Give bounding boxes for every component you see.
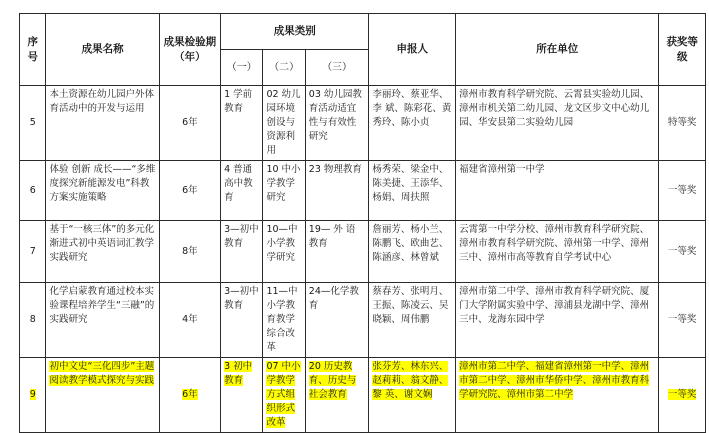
- cell-period-text: 4年: [182, 314, 198, 325]
- header-seq: 序号: [20, 14, 46, 86]
- cell-period: [159, 86, 220, 161]
- cell-unit: [456, 221, 659, 283]
- cell-cat3: [305, 283, 369, 358]
- cell-seq-text: 9: [29, 389, 36, 400]
- cell-cat3-text: 19— 外 语 教育: [308, 224, 356, 249]
- cell-award-text: 一等奖: [667, 314, 697, 325]
- cell-unit-text: 漳州市第二中学、福建省漳州第一中学、漳州市第二中学、漳州市华侨中学、漳州市教育科学研究院、漳州市第二中学: [459, 361, 650, 400]
- cell-award: [659, 358, 706, 433]
- cell-applicants: [369, 358, 456, 433]
- cell-cat3-text: 03 幼儿园教育活动适宜性与有效性研究: [308, 89, 362, 142]
- cell-unit: [456, 358, 659, 433]
- cell-period: [159, 161, 220, 221]
- header-award: 获奖等级: [659, 14, 706, 86]
- cell-cat1-text: 4 普通高中教育: [224, 164, 253, 203]
- cell-unit-text: 漳州市第二中学、漳州市教育科学研究院、厦门大学附属实验中学、漳浦县龙湖中学、漳州三中、龙海东园中学: [459, 286, 650, 325]
- cell-unit-text: 云霄第一中学分校、漳州市教育科学研究院、漳州市教育科学研究院、漳州第一中学、漳州三中、漳州市高等教育自学考试中心: [459, 224, 650, 263]
- cell-applicants: [369, 221, 456, 283]
- cell-cat1-text: 3 初中教育: [224, 361, 253, 386]
- cell-cat1: [221, 161, 263, 221]
- cell-name-text: 基于“一核三体”的多元化渐进式初中英语词汇教学实践研究: [49, 224, 155, 263]
- cell-cat2: [263, 283, 305, 358]
- cell-name-text: 体验 创新 成长——“多维度探究新能源发电”科教方案实施策略: [49, 164, 156, 203]
- cell-cat3: [305, 358, 369, 433]
- cell-cat2-text: 07 中小学教学方式组织形式改革: [266, 361, 301, 428]
- cell-award-text: 一等奖: [667, 389, 697, 400]
- cell-award: [659, 86, 706, 161]
- cell-period-text: 6年: [182, 389, 198, 400]
- cell-cat2-text: 10—中小学教学研究: [266, 224, 298, 263]
- cell-cat1-text: 3—初中教育: [224, 286, 259, 311]
- cell-cat3: [305, 161, 369, 221]
- cell-cat3-text: 20 历史教育、历史与社会教育: [308, 361, 357, 400]
- cell-seq: [20, 283, 46, 358]
- cell-cat3: [305, 86, 369, 161]
- cell-cat3-text: 24—化学教育: [308, 286, 359, 311]
- cell-applicants: [369, 283, 456, 358]
- cell-award: [659, 283, 706, 358]
- cell-name: [46, 283, 159, 358]
- cell-cat2-text: 10 中小学教学研究: [266, 164, 301, 203]
- cell-cat1-text: 3—初中教育: [224, 224, 259, 249]
- cell-period-text: 6年: [182, 184, 198, 196]
- cell-award: [659, 221, 706, 283]
- header-cat2: （二）: [263, 50, 305, 86]
- cell-cat1: [221, 86, 263, 161]
- cell-unit-text: 漳州市教育科学研究院、云霄县实验幼儿园、漳州市机关第二幼儿园、龙文区步文中心幼儿园、华安县第二实验幼儿园: [459, 89, 650, 128]
- cell-seq: [20, 221, 46, 283]
- cell-name: [46, 358, 159, 433]
- header-unit: 所在单位: [456, 14, 659, 86]
- cell-cat2-text: 02 幼儿园环境创设与资源利用: [266, 89, 301, 156]
- cell-unit: [456, 161, 659, 221]
- cell-cat2: [263, 86, 305, 161]
- cell-unit: [456, 86, 659, 161]
- table-row: [20, 358, 706, 433]
- cell-award-text: 一等奖: [667, 245, 697, 257]
- cell-award-text: 特等奖: [667, 117, 697, 128]
- table-row: [20, 161, 706, 221]
- table-row: [20, 221, 706, 283]
- cell-seq-text: 7: [29, 245, 36, 257]
- cell-seq: [20, 86, 46, 161]
- cell-applicants: [369, 86, 456, 161]
- cell-seq-text: 8: [29, 314, 36, 325]
- cell-cat2: [263, 221, 305, 283]
- cell-applicants-text: 张芬芳、林东兴、赵莉莉、翁文静、黎 英、谢文娴: [372, 361, 449, 400]
- cell-award-text: 一等奖: [667, 184, 697, 196]
- awards-table: [19, 13, 706, 433]
- header-cat1: （一）: [221, 50, 263, 86]
- cell-unit: [456, 283, 659, 358]
- cell-seq: [20, 358, 46, 433]
- header-cat3: （三）: [305, 50, 369, 86]
- cell-applicants-text: 李丽玲、蔡亚华、李 斌、陈彩花、黄秀玲、陈小贞: [372, 89, 452, 128]
- cell-period: [159, 221, 220, 283]
- header-period: 成果检验期（年）: [159, 14, 220, 86]
- cell-cat1-text: 1 学前教育: [224, 89, 253, 114]
- cell-name-text: 初中文史“三化四步”主题阅读教学模式探究与实践: [49, 361, 155, 386]
- cell-applicants-text: 蔡春芳、张明月、王振、陈凌云、吴晓颖、周伟鹏: [372, 286, 449, 325]
- cell-name: [46, 86, 159, 161]
- cell-name-text: 本土资源在幼儿园户外体育活动中的开发与运用: [49, 89, 154, 114]
- table-row: [20, 86, 706, 161]
- cell-seq-text: 6: [29, 184, 36, 196]
- cell-name-text: 化学启蒙教育通过校本实验课程培养学生“三融”的实践研究: [49, 286, 155, 325]
- cell-applicants-text: 杨秀荣、梁金中、陈美捷、王添华、杨娟、周扶照: [372, 164, 449, 203]
- cell-applicants-text: 詹丽芳、杨小兰、陈鹏飞、欧曲艺、陈涵彦、林曾斌: [372, 224, 449, 263]
- header-category: 成果类别: [221, 14, 369, 50]
- cell-cat1: [221, 283, 263, 358]
- cell-cat2: [263, 161, 305, 221]
- cell-period: [159, 283, 220, 358]
- cell-period-text: 6年: [182, 117, 198, 128]
- header-name: 成果名称: [46, 14, 159, 86]
- cell-period: [159, 358, 220, 433]
- cell-applicants: [369, 161, 456, 221]
- table-body: [20, 86, 706, 433]
- cell-cat1: [221, 358, 263, 433]
- cell-name: [46, 161, 159, 221]
- cell-cat3: [305, 221, 369, 283]
- header-applicants: 申报人: [369, 14, 456, 86]
- cell-period-text: 8年: [182, 245, 198, 257]
- table-row: [20, 283, 706, 358]
- cell-unit-text: 福建省漳州第一中学: [459, 164, 545, 175]
- cell-award: [659, 161, 706, 221]
- cell-cat2-text: 11—中小学教育教学综合改革: [266, 286, 298, 353]
- cell-cat1: [221, 221, 263, 283]
- cell-seq-text: 5: [29, 117, 36, 128]
- cell-cat3-text: 23 物理教育: [308, 164, 362, 175]
- cell-seq: [20, 161, 46, 221]
- cell-name: [46, 221, 159, 283]
- cell-cat2: [263, 358, 305, 433]
